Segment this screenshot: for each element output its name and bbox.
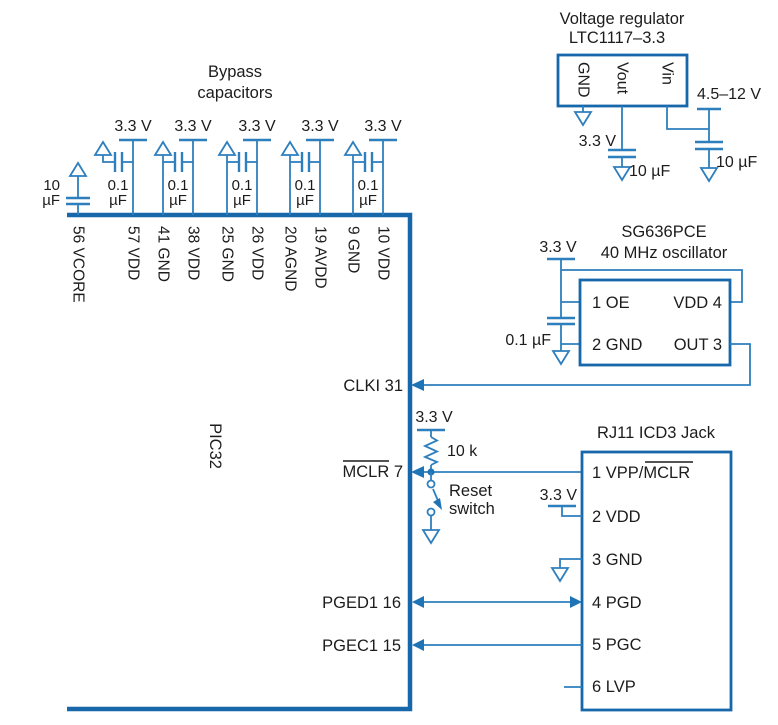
- reset-rail-label: 3.3 V: [415, 409, 453, 426]
- pin-label-pgec1: PGEC1 15: [322, 637, 401, 655]
- bypass-unit: [282, 118, 339, 215]
- cap-unit-label: µF: [233, 192, 251, 209]
- cap-unit-label: µF: [359, 192, 377, 209]
- signal-arrow-icon: [411, 379, 424, 391]
- signal-arrow-icon: [570, 596, 582, 608]
- oscillator-section: [411, 223, 750, 391]
- resistor-value-label: 10 k: [447, 443, 478, 460]
- bypass-title-line1: Bypass: [207, 63, 263, 81]
- bypass-capacitors-section: [42, 63, 402, 215]
- wire: [560, 559, 582, 568]
- regulator-input-cap-label: 10 µF: [716, 154, 758, 171]
- ground-symbol-icon: [219, 142, 235, 155]
- oscillator-pin-oe: 1 OE: [592, 294, 630, 312]
- rail-3v3-label: 3.3 V: [301, 118, 339, 135]
- signal-arrow-icon: [411, 466, 424, 478]
- wire: [103, 155, 115, 162]
- cap-unit-label: µF: [296, 192, 314, 209]
- rj11-rail-label: 3.3 V: [539, 487, 577, 504]
- pin-label-41-gnd: 41 GND: [154, 226, 172, 282]
- pin-label-mclr: MCLR 7: [342, 463, 403, 481]
- ground-symbol-icon: [95, 142, 111, 155]
- ground-symbol-icon: [70, 163, 86, 176]
- regulator-title-line2: LTC1117–3.3: [568, 29, 666, 47]
- pin-label-clki: CLKI 31: [343, 377, 403, 395]
- rj11-title: RJ11 ICD3 Jack: [597, 424, 715, 442]
- bypass-title-line2: capacitors: [197, 84, 273, 102]
- oscillator-rail-label: 3.3 V: [539, 239, 577, 256]
- reset-label-line2: switch: [449, 500, 495, 518]
- rj11-pin-1-vpp-mclr: 1 VPP/MCLR: [592, 464, 691, 482]
- pin-label-25-gnd: 25 GND: [218, 226, 236, 282]
- component-box: [582, 452, 731, 710]
- ground-symbol-icon: [614, 167, 630, 180]
- oscillator-pin-gnd: 2 GND: [592, 336, 643, 354]
- cap-unit-label: µF: [169, 192, 187, 209]
- rail-3v3-label: 3.3 V: [174, 118, 212, 135]
- switch-arrow-icon: [433, 498, 442, 510]
- rj11-jack-section: [412, 424, 731, 710]
- rj11-pin-3-gnd: 3 GND: [592, 551, 643, 569]
- regulator-pin-vin: Vin: [658, 62, 676, 85]
- cap-value-label: 0.1: [167, 177, 189, 194]
- pin-label-19-avdd: 19 AVDD: [311, 226, 329, 289]
- oscillator-pin-out: OUT 3: [673, 336, 722, 354]
- signal-arrow-icon: [412, 596, 424, 608]
- pin-label-56-vcore: 56 VCORE: [69, 226, 87, 303]
- regulator-pin-gnd: GND: [574, 62, 592, 98]
- oscillator-pin-vdd: VDD 4: [673, 294, 722, 312]
- chip-outline: [67, 215, 410, 709]
- cap-value-label: 0.1: [294, 177, 316, 194]
- ground-symbol-icon: [553, 351, 569, 364]
- bulk-cap-value: 10: [43, 177, 60, 194]
- pin-label-20-agnd: 20 AGND: [281, 226, 299, 292]
- bypass-unit: [345, 118, 402, 215]
- pin-label-9-gnd: 9 GND: [344, 226, 362, 274]
- rj11-pin-2-vdd: 2 VDD: [592, 508, 641, 526]
- bypass-unit: [95, 118, 152, 215]
- rj11-pin-4-pgd: 4 PGD: [592, 594, 642, 612]
- pin-label-38-vdd: 38 VDD: [184, 226, 202, 281]
- bypass-unit: [155, 118, 212, 215]
- oscillator-cap-label: 0.1 µF: [505, 332, 551, 349]
- ground-symbol-icon: [282, 142, 298, 155]
- ground-symbol-icon: [575, 112, 591, 125]
- pin-label-57-vdd: 57 VDD: [124, 226, 142, 281]
- rail-3v3-label: 3.3 V: [238, 118, 276, 135]
- pic32-chip: [67, 215, 410, 709]
- pin-label-10-vdd: 10 VDD: [374, 226, 392, 281]
- ground-symbol-icon: [345, 142, 361, 155]
- bypass-unit: [219, 118, 276, 215]
- rail-3v3-label: 3.3 V: [114, 118, 152, 135]
- pin-label-pged1: PGED1 16: [322, 594, 401, 612]
- cap-value-label: 0.1: [357, 177, 379, 194]
- cap-value-label: 0.1: [107, 177, 129, 194]
- bulk-capacitor-vcore: [42, 163, 90, 215]
- bulk-cap-unit: µF: [42, 192, 60, 209]
- pin-label-26-vdd: 26 VDD: [248, 226, 266, 281]
- regulator-pin-vout: Vout: [613, 62, 631, 95]
- wire: [562, 506, 582, 516]
- regulator-input-range: 4.5–12 V: [697, 86, 762, 103]
- ground-symbol-icon: [423, 530, 439, 543]
- switch-contact: [428, 481, 435, 488]
- ground-symbol-icon: [701, 168, 717, 181]
- rj11-pin-5-pgc: 5 PGC: [592, 636, 642, 654]
- voltage-regulator-section: [558, 10, 761, 181]
- ground-symbol-icon: [155, 142, 171, 155]
- regulator-title-line1: Voltage regulator: [559, 10, 685, 28]
- reset-circuit-section: [411, 409, 582, 543]
- cap-unit-label: µF: [109, 192, 127, 209]
- oscillator-title-line2: 40 MHz oscillator: [600, 244, 728, 262]
- ground-symbol-icon: [552, 568, 568, 581]
- rail-3v3-label: 3.3 V: [364, 118, 402, 135]
- switch-icon: [423, 472, 442, 543]
- resistor-icon: [425, 437, 437, 465]
- signal-arrow-icon: [412, 639, 424, 651]
- chip-top-pin-labels: [70, 226, 392, 303]
- regulator-output-cap-label: 10 µF: [629, 163, 671, 180]
- reset-label-line1: Reset: [449, 482, 493, 500]
- chip-label: PIC32: [206, 423, 224, 469]
- switch-contact: [428, 509, 435, 516]
- oscillator-title-line1: SG636PCE: [621, 223, 707, 241]
- regulator-output-voltage: 3.3 V: [578, 133, 616, 150]
- rj11-pin-6-lvp: 6 LVP: [592, 678, 636, 696]
- cap-value-label: 0.1: [231, 177, 253, 194]
